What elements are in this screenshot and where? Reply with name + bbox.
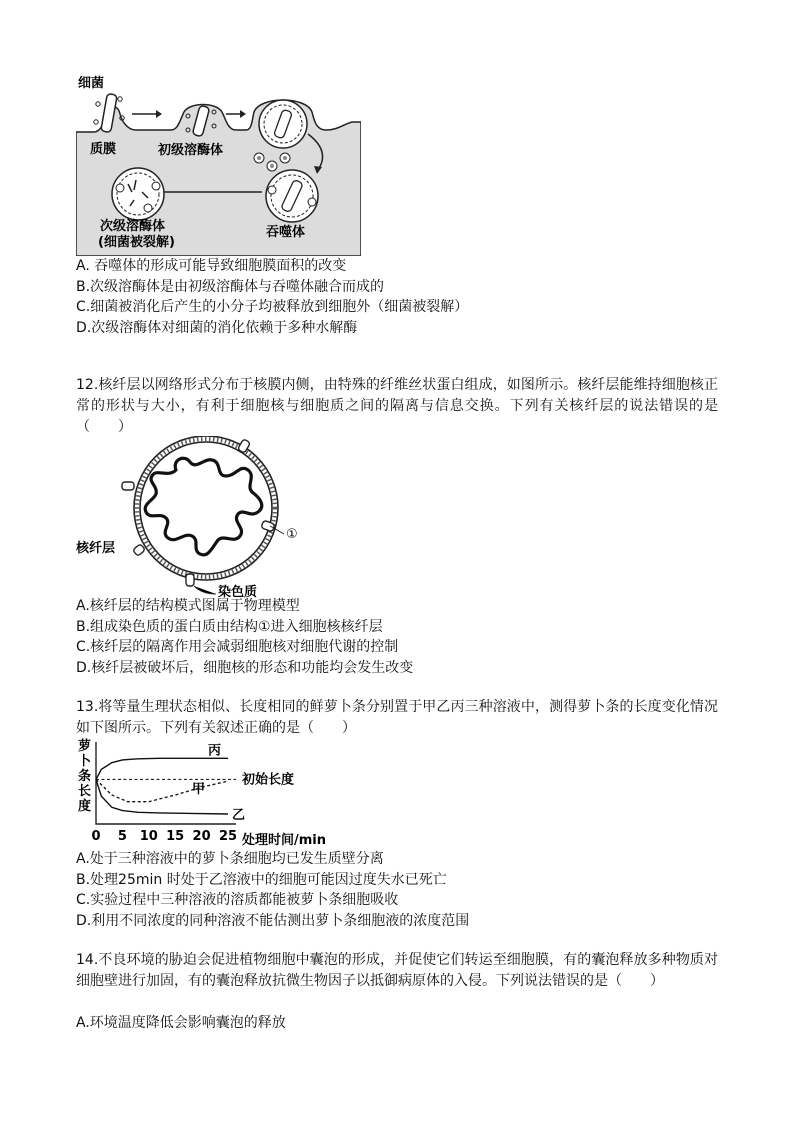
series-yi-line	[96, 779, 228, 814]
y-axis-label	[78, 738, 91, 814]
q11-option-b: B.次级溶酶体是由初级溶酶体与吞噬体融合而成的	[76, 279, 385, 295]
q11-option-a: A. 吞噬体的形成可能导致细胞膜面积的改变	[76, 258, 347, 274]
nuclear-lamina-diagram	[76, 436, 326, 598]
q11-option-c: C.细菌被消化后产生的小分子均被释放到细胞外（细菌被裂解）	[76, 299, 469, 315]
series-bing-line	[96, 758, 228, 779]
y-label-char: 萝	[78, 739, 92, 754]
q13-option-d: D.利用不同浓度的同种溶液不能估测出萝卜条细胞液的浓度范围	[76, 913, 470, 929]
phagosome	[266, 170, 318, 222]
radish-length-chart	[76, 738, 346, 848]
phagosome-forming	[259, 100, 307, 148]
x-tick-label: 25	[218, 829, 238, 844]
x-tick-label: 0	[91, 829, 101, 844]
q13-option-a: A.处于三种溶液中的萝卜条细胞均已发生质壁分离	[76, 851, 384, 867]
q12-option-d: D.核纤层被破坏后，细胞核的形态和功能均会发生改变	[76, 660, 414, 676]
q13-option-c: C.实验过程中三种溶液的溶质都能被萝卜条细胞吸收	[76, 892, 399, 908]
label-primary-lysosome: 初级溶酶体	[158, 143, 224, 158]
secondary-lysosome	[112, 168, 164, 220]
initial-length-label: 初始长度	[242, 772, 295, 788]
q14-stem: 14.不良环境的胁迫会促进植物细胞中囊泡的形成，并促使它们转运至细胞膜，有的囊泡释放多种物质对细胞壁进行加固，有的囊泡释放抗微生物因子以抵御病原体的入侵。下列说法错误的是（ ）	[76, 952, 718, 989]
label-nuclear-lamina: 核纤层	[76, 541, 116, 556]
series-yi-label: 乙	[232, 807, 246, 823]
label-chromatin: 染色质	[218, 585, 258, 598]
q14-option-a: A.环境温度降低会影响囊泡的释放	[76, 1015, 286, 1031]
label-secondary-lysosome: 次级溶酶体	[100, 219, 166, 234]
label-bacteria-lysed: (细菌被裂解)	[98, 235, 175, 250]
series-jia-line	[96, 779, 228, 801]
series-bing-label: 丙	[208, 743, 222, 759]
q12-option-a: A.核纤层的结构模式图属于物理模型	[76, 598, 300, 614]
y-label-char: 长	[78, 784, 92, 799]
label-membrane: 质膜	[90, 142, 117, 157]
label-phagosome: 吞噬体	[266, 225, 306, 240]
lysosome-diagram	[76, 74, 361, 256]
x-tick-label: 10	[139, 829, 158, 844]
label-bacteria: 细菌	[78, 76, 105, 91]
q12-option-b: B.组成染色质的蛋白质由结构①进入细胞核核纤层	[76, 619, 383, 635]
x-tick-label: 20	[192, 829, 211, 844]
x-tick-labels	[91, 829, 237, 844]
q13-stem: 13.将等量生理状态相似、长度相同的鲜萝卜条分别置于甲乙丙三种溶液中，测得萝卜条的长度变化情况如下图所示。下列有关叙述正确的是（ ）	[76, 699, 718, 736]
x-tick-label: 5	[117, 829, 127, 844]
y-label-char: 条	[78, 769, 92, 784]
label-structure-one: ①	[286, 527, 298, 542]
q11-option-d: D.次级溶酶体对细菌的消化依赖于多种水解酶	[76, 320, 358, 336]
x-axis-label: 处理时间/min	[242, 833, 327, 848]
q13-option-b: B.处理25min 时处于乙溶液中的细胞可能因过度失水已死亡	[76, 872, 447, 888]
y-label-char: 度	[78, 799, 92, 814]
y-label-char: 卜	[78, 754, 92, 769]
series-jia-label: 甲	[192, 782, 206, 798]
q12-stem: 12.核纤层以网络形式分布于核膜内侧，由特殊的纤维丝状蛋白组成，如图所示。核纤层能维持细胞核正常的形状与大小，有利于细胞核与细胞质之间的隔离与信息交换。下列有关核纤层的说法错误的是（ ）	[76, 377, 718, 435]
x-tick-label: 15	[166, 829, 185, 844]
q12-option-c: C.核纤层的隔离作用会减弱细胞核对细胞代谢的控制	[76, 639, 399, 655]
